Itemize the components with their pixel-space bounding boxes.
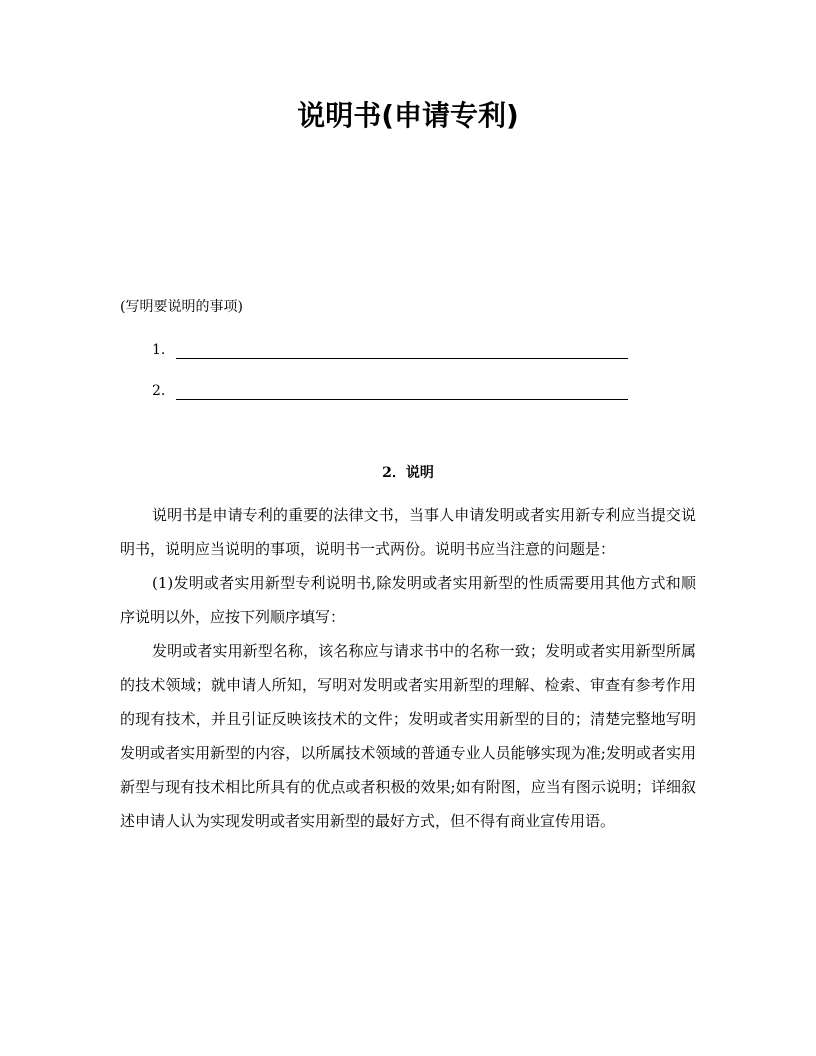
section-heading: 2．说明 — [382, 465, 434, 481]
paragraph: 说明书是申请专利的重要的法律文书，当事人申请发明或者实用新专利应当提交说明书，说明应当说明的事项，说明书一式两份。说明书应当注意的问题是： — [120, 506, 696, 558]
instruction-note: (写明要说明的事项) — [120, 299, 243, 315]
fill-in-line — [176, 358, 628, 359]
body-text — [120, 498, 696, 838]
blank-line-item[interactable] — [152, 339, 628, 361]
fill-in-line — [176, 399, 628, 400]
item-number: 1. — [152, 342, 166, 358]
paragraph: (1)发明或者实用新型专利说明书,除发明或者实用新型的性质需要用其他方式和顺序说明以外，应按下列顺序填写： — [120, 574, 696, 626]
page-title: 说明书(申请专利) — [297, 99, 519, 132]
paragraph: 发明或者实用新型名称，该名称应与请求书中的名称一致；发明或者实用新型所属的技术领域；就申请人所知，写明对发明或者实用新型的理解、检索、审查有参考作用的现有技术，并且引证反映该技术的文件；发明或者实用新型的目的；清楚完整地写明发明或者实用新型的内容，以所属技术领域的普通专业人员能够实现为准;发明或者实用新型与现有技术相比所具有的优点或者积极的效果;如有附图，应当有图示说明；详细叙述申请人认为实现发明或者实用新型的最好方式，但不得有商业宣传用语。 — [120, 642, 696, 830]
blank-line-item[interactable] — [152, 380, 628, 402]
item-number: 2. — [152, 383, 166, 399]
